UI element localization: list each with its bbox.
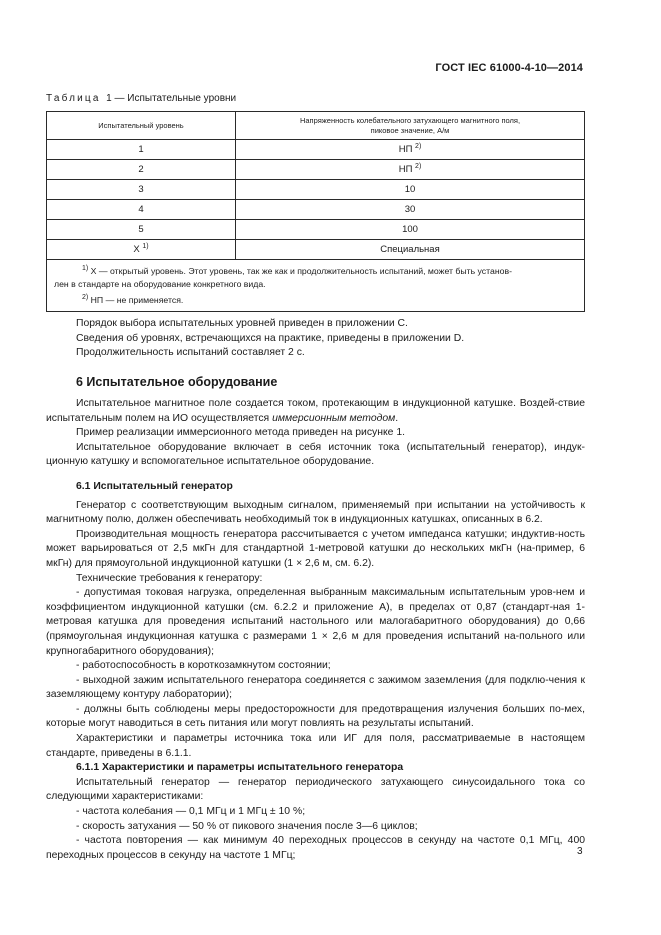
paragraph: Сведения об уровнях, встречающихся на практике, приведены в приложении D. — [76, 332, 465, 344]
footnote-2 — [54, 291, 580, 307]
section-6-1-1-title: 6.1.1 Характеристики и параметры испытательного генератора — [76, 762, 404, 774]
paragraph: Генератор с соответствующим выходным сигналом, применяемый при испытании на устойчивость к магнитному полю, должен обеспечивать необходимый ток в индукционных катушках, описанных в 6.2. — [46, 499, 585, 526]
footnote-2-mark: 2) — [82, 293, 89, 301]
paragraph: Испытательное оборудование включает в себя источник тока (испытательный генератор), индук-ционную катушку и вспомогательное испытательное оборудование. — [46, 441, 585, 468]
level-cell: 2 — [47, 160, 236, 180]
value-cell: Специальная — [236, 240, 585, 260]
paragraph: Испытательный генератор — генератор периодического затухающего синусоидального тока со следующими характеристиками: — [46, 776, 585, 803]
level-cell: 4 — [47, 200, 236, 220]
value-cell — [236, 140, 585, 160]
level-cell: 1 — [47, 140, 236, 160]
section-6-title: 6 Испытательное оборудование — [76, 375, 278, 389]
list-item: - частота колебания — 0,1 МГц и 1 МГц ± 10 %; — [76, 806, 306, 818]
table-caption — [46, 93, 236, 104]
table-row — [47, 240, 585, 260]
list-item: - работоспособность в короткозамкнутом состоянии; — [76, 660, 331, 672]
table-caption-prefix: Таблица — [46, 93, 101, 104]
footnote-1 — [54, 262, 580, 278]
footnote-mark: 2) — [415, 143, 422, 151]
footnote-1-mark: 1) — [82, 265, 89, 272]
page-number: 3 — [577, 846, 583, 857]
paragraph: Порядок выбора испытательных уровней приведен в приложении С. — [76, 318, 408, 329]
list-item: - выходной зажим испытательного генератора соединяется с зажимом заземления (для подклю-чения к заземляющему контуру лаборатории); — [46, 674, 585, 701]
paragraph: Характеристики и параметры источника тока или ИГ для поля, рассматриваемые в настоящем стандарте, приведены в 6.1.1. — [46, 733, 585, 759]
footnote-1-text: Х — открытый уровень. Этот уровень, так же как и продолжительность испытаний, может быть установ- — [90, 265, 512, 276]
header-field-strength — [236, 112, 585, 140]
value-cell — [236, 160, 585, 180]
table-header-row — [47, 112, 585, 140]
list-item: - допустимая токовая нагрузка, определенная выбранным максимальным испытательным уров-нем и коэффициентом индукционной катушки (см. 6.2.2 и приложение А), в пределах от 0,87 (стандарт-ная 1-метровая катушка для проведения испытаний настольного или малогабаритного оборудования) до 0,66 (прямоугольная индукционная катушка с размерами 1 × 2,6 м для проведения испытаний на-польного или крупногабаритного оборудования); — [46, 587, 585, 657]
list-item: - частота повторения — как минимум 40 переходных процессов в секунду на частоте 0,1 МГц, 400 переходных процессов в секунду на частоте 1 МГц; — [46, 835, 585, 861]
test-levels-table — [46, 111, 585, 312]
table-row — [47, 140, 585, 160]
table-row — [47, 160, 585, 180]
list-item: - скорость затухания — 50 % от пикового значения после 3—6 циклов; — [76, 820, 418, 832]
level-cell: 3 — [47, 180, 236, 200]
post-table-paragraphs — [46, 317, 585, 361]
footnote-mark: 2) — [415, 163, 422, 171]
table-caption-text: 1 — Испытательные уровни — [106, 93, 237, 104]
paragraph — [46, 397, 585, 426]
list-item: - должны быть соблюдены меры предосторожности для предотвращения излучения больших по-мех, которые могут наводиться в сеть питания или могут повлиять на результаты испытаний. — [46, 703, 585, 730]
paragraph: Производительная мощность генератора рассчитывается с учетом импеданса катушки; индуктив-ность может варьироваться от 2,5 мкГн для стандартной 1-метровой катушки до нескольких мкГн (на-пример, 6 мкГн) для прямоугольной индукционной катушки (1 × 2,6 м, см. 6.2). — [46, 528, 585, 569]
footnote-mark: 1) — [142, 243, 149, 251]
level-text: Х — [133, 244, 140, 256]
footnote-2-text: НП — не применяется. — [90, 294, 184, 305]
section-6-body — [46, 397, 585, 863]
header-test-level: Испытательный уровень — [47, 112, 236, 140]
emphasis-text: иммерсионным методом — [272, 412, 396, 424]
footnote-1-continued: лен в стандарте на оборудование конкретного вида. — [54, 278, 266, 289]
header-field-strength-line2: пиковое значение, А/м — [370, 125, 450, 135]
value-cell: 10 — [236, 180, 585, 200]
table-row — [47, 220, 585, 240]
table-notes — [47, 260, 585, 312]
paragraph: Пример реализации иммерсионного метода приведен на рисунке 1. — [76, 427, 405, 439]
level-cell — [47, 240, 236, 260]
document-code: ГОСТ IEC 61000-4-10—2014 — [435, 62, 583, 74]
value-cell: 100 — [236, 220, 585, 240]
value-text: НП — [398, 164, 413, 176]
paragraph-text: Испытательное магнитное поле создается током, протекающим в индукционной катушке. Воздей-ствие испытательным полем на ИО осуществляется — [46, 398, 585, 424]
paragraph-text-end: . — [395, 412, 399, 424]
table-row — [47, 200, 585, 220]
level-cell: 5 — [47, 220, 236, 240]
value-cell: 30 — [236, 200, 585, 220]
header-field-strength-line1: Напряженность колебательного затухающего магнитного поля, — [299, 115, 521, 125]
table-notes-row — [47, 260, 585, 312]
paragraph: Технические требования к генератору: — [76, 572, 263, 584]
paragraph: Продолжительность испытаний составляет 2 с. — [76, 347, 305, 359]
section-6-1-title: 6.1 Испытательный генератор — [76, 480, 233, 492]
table-row — [47, 180, 585, 200]
value-text: НП — [398, 144, 413, 156]
